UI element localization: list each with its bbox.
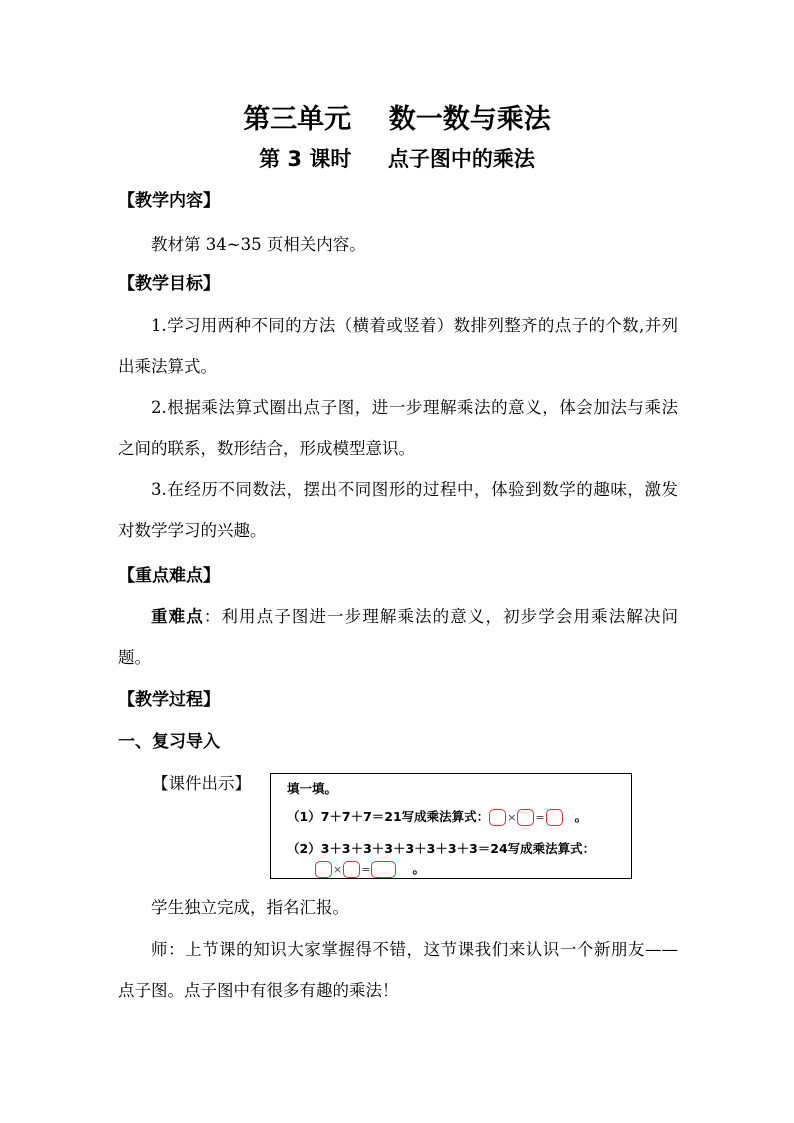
equals-sign: =: [535, 810, 545, 824]
exercise-item-2-answer: [315, 860, 425, 879]
exercise-item-1-text: （1）7＋7＋7＝21写成乘法算式：: [287, 809, 490, 824]
answer-box[interactable]: [517, 809, 534, 826]
key-points-body: ：利用点子图进一步理解乘法的意义，初步学会用乘法解决问题。: [118, 607, 679, 667]
key-points-text: [118, 597, 678, 678]
exercise-box: [270, 773, 632, 879]
teacher-remark-text: 师：上节课的知识大家掌握得不错，这节课我们来认识一个新朋友——点子图。点子图中有很多有趣的乘法！: [118, 940, 678, 1000]
teaching-content-text: 教材第 34~35 页相关内容。: [151, 235, 366, 254]
exercise-item-1: [287, 808, 587, 827]
period-mark: 。: [412, 861, 425, 876]
teaching-process-heading: 【教学过程】: [118, 690, 220, 710]
exercise-title: 填一填。: [287, 781, 338, 796]
unit-title: 第三单元 数一数与乘法: [243, 104, 551, 135]
courseware-label: 【课件出示】: [152, 774, 251, 793]
key-points-label: 重难点: [151, 607, 204, 626]
exercise-item-2: （2）3＋3＋3＋3＋3＋3＋3＋3＝24写成乘法算式：: [287, 841, 596, 856]
answer-box[interactable]: [489, 809, 506, 826]
goal-3-text: 3.在经历不同数法，摆出不同图形的过程中，体验到数学的趣味，激发对数学学习的兴趣。: [118, 480, 678, 540]
teaching-content-heading: 【教学内容】: [118, 191, 220, 211]
student-activity-text: 学生独立完成，指名汇报。: [151, 898, 349, 917]
answer-box[interactable]: [546, 809, 563, 826]
period-mark: 。: [574, 809, 588, 824]
goal-2-text: 2.根据乘法算式圈出点子图，进一步理解乘法的意义，体会加法与乘法之间的联系，数形结合，形成模型意识。: [118, 398, 678, 458]
answer-box[interactable]: [315, 861, 332, 878]
review-intro-heading: 一、复习导入: [118, 732, 220, 752]
answer-box[interactable]: [371, 861, 396, 878]
key-points-heading: 【重点难点】: [118, 566, 220, 586]
times-sign: ×: [333, 862, 343, 876]
answer-box[interactable]: [343, 861, 360, 878]
lesson-title: 第 3 课时 点子图中的乘法: [259, 147, 535, 171]
times-sign: ×: [507, 810, 517, 824]
equals-sign: =: [361, 862, 371, 876]
teaching-goals-heading: 【教学目标】: [118, 274, 220, 294]
goal-1-text: 1.学习用两种不同的方法（横着或竖着）数排列整齐的点子的个数,并列出乘法算式。: [118, 316, 678, 376]
